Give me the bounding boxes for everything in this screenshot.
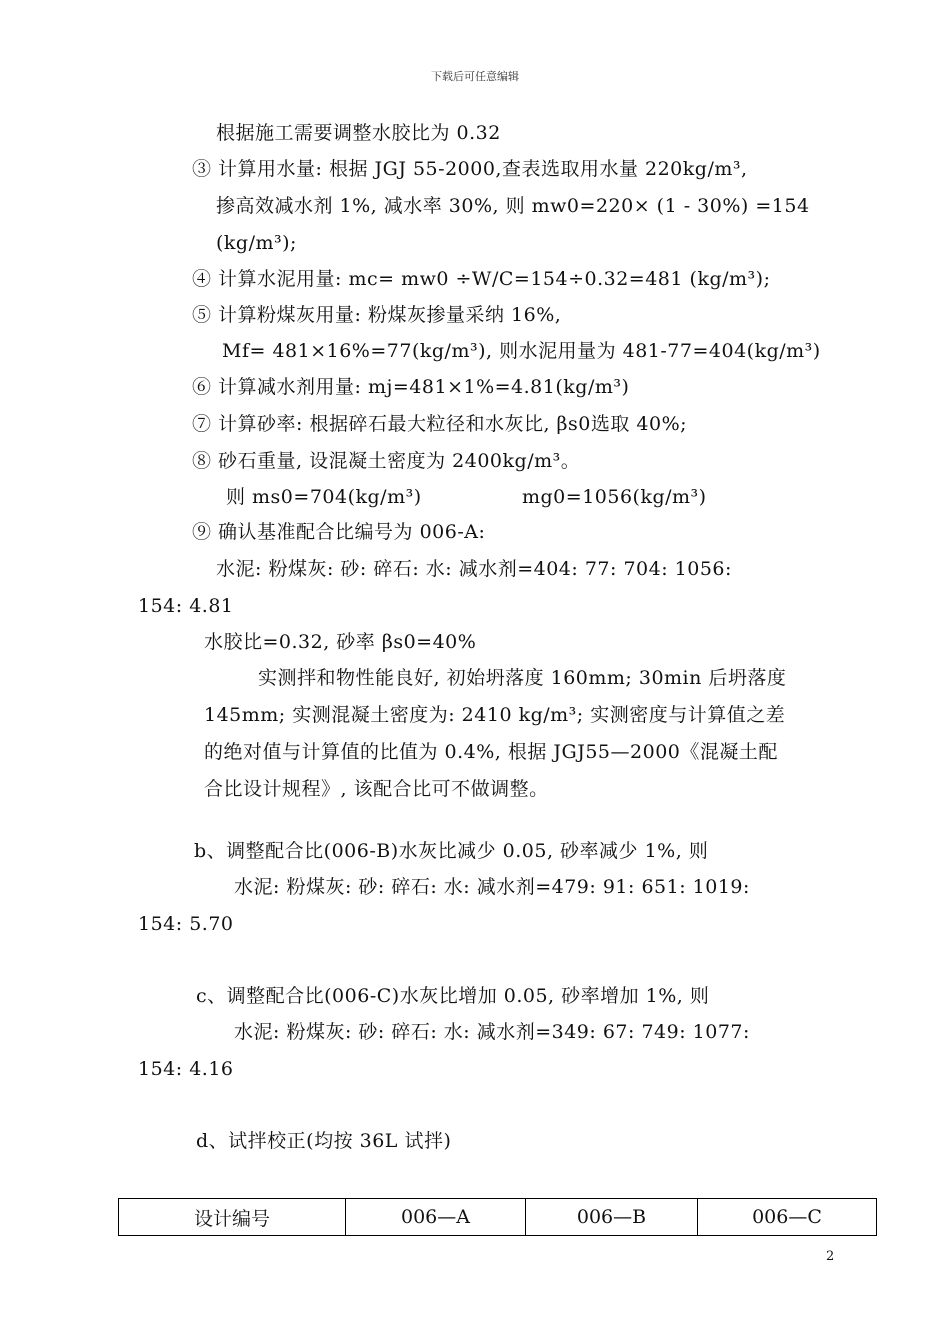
text-line: ④ 计算水泥用量: mc= mw0 ÷W/C=154÷0.32=481 (kg/m³); bbox=[192, 268, 771, 290]
text-line: 145mm; 实测混凝土密度为: 2410 kg/m³; 实测密度与计算值之差 bbox=[204, 704, 786, 726]
page-header: 下载后可任意编辑 bbox=[431, 70, 519, 83]
text-line: Mf= 481×16%=77(kg/m³), 则水泥用量为 481-77=404(kg/m³) bbox=[222, 340, 821, 362]
text-line: 合比设计规程》, 该配合比可不做调整。 bbox=[204, 778, 549, 800]
text-line: c、调整配合比(006-C)水灰比增加 0.05, 砂率增加 1%, 则 bbox=[196, 985, 710, 1007]
text-line: b、调整配合比(006-B)水灰比减少 0.05, 砂率减少 1%, 则 bbox=[194, 840, 709, 862]
text-line: (kg/m³); bbox=[216, 232, 297, 254]
text-line: 水胶比=0.32, 砂率 βs0=40% bbox=[204, 631, 477, 653]
table-header-cell: 006—B bbox=[526, 1199, 698, 1236]
text-line: ⑧ 砂石重量, 设混凝土密度为 2400kg/m³。 bbox=[192, 450, 581, 472]
text-line: 掺高效减水剂 1%, 减水率 30%, 则 mw0=220× (1 - 30%) =154 bbox=[216, 195, 810, 217]
text-line: ③ 计算用水量: 根据 JGJ 55-2000,查表选取用水量 220kg/m³, bbox=[192, 158, 748, 180]
text-line: 154: 5.70 bbox=[138, 913, 234, 935]
mix-design-table bbox=[118, 1198, 877, 1236]
table-header-row bbox=[119, 1199, 877, 1236]
table-header-cell: 设计编号 bbox=[119, 1199, 346, 1236]
text-line: d、试拌校正(均按 36L 试拌) bbox=[196, 1130, 452, 1152]
text-line: 154: 4.81 bbox=[138, 595, 234, 617]
text-line: 则 ms0=704(kg/m³) bbox=[226, 486, 422, 508]
text-line: 水泥: 粉煤灰: 砂: 碎石: 水: 减水剂=479: 91: 651: 1019: bbox=[234, 876, 750, 898]
text-line: ⑨ 确认基准配合比编号为 006-A: bbox=[192, 521, 486, 543]
text-line: 水泥: 粉煤灰: 砂: 碎石: 水: 减水剂=404: 77: 704: 1056: bbox=[216, 558, 732, 580]
text-line: 154: 4.16 bbox=[138, 1058, 234, 1080]
text-line: mg0=1056(kg/m³) bbox=[522, 486, 707, 508]
text-line: 根据施工需要调整水胶比为 0.32 bbox=[216, 122, 501, 144]
table-header-cell: 006—C bbox=[698, 1199, 877, 1236]
text-line: ⑦ 计算砂率: 根据碎石最大粒径和水灰比, βs0选取 40%; bbox=[192, 413, 688, 435]
text-line: 的绝对值与计算值的比值为 0.4%, 根据 JGJ55—2000《混凝土配 bbox=[204, 741, 778, 763]
text-line: 实测拌和物性能良好, 初始坍落度 160mm; 30min 后坍落度 bbox=[258, 667, 787, 689]
text-line: ⑥ 计算减水剂用量: mj=481×1%=4.81(kg/m³) bbox=[192, 376, 630, 398]
text-line: 水泥: 粉煤灰: 砂: 碎石: 水: 减水剂=349: 67: 749: 1077: bbox=[234, 1021, 750, 1043]
page-number: 2 bbox=[826, 1249, 835, 1264]
text-line: ⑤ 计算粉煤灰用量: 粉煤灰掺量采纳 16%, bbox=[192, 304, 562, 326]
table-header-cell: 006—A bbox=[346, 1199, 526, 1236]
